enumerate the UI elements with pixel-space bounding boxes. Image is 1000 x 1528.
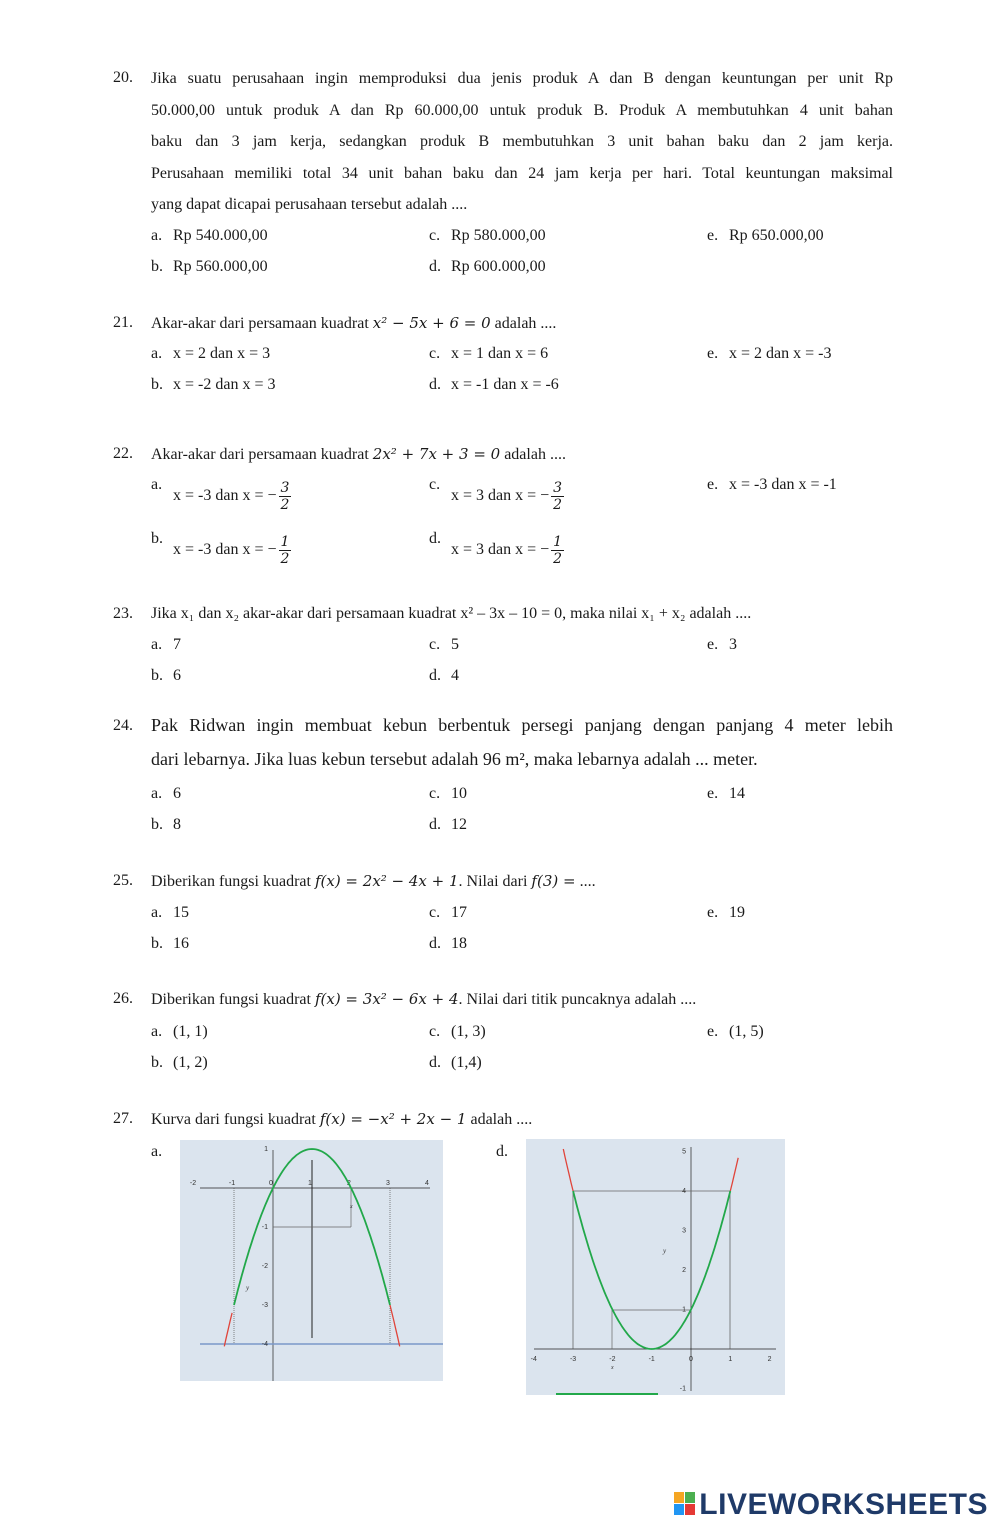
question-text-line: yang dapat dicapai perusahaan tersebut adalah ....: [151, 196, 468, 213]
equation: f(3) =: [531, 872, 576, 890]
y-tick-label: 1: [682, 1306, 686, 1314]
option-d[interactable]: d. x = -1 dan x = -6: [429, 376, 559, 393]
x-tick-label: 4: [425, 1180, 429, 1187]
question-number: 25.: [113, 872, 133, 889]
option-d[interactable]: d. 12: [429, 816, 467, 833]
question-text-line: Pak Ridwan ingin membuat kebun berbentuk persegi panjang dengan panjang 4 meter lebih: [151, 715, 893, 735]
option-d[interactable]: d. 18: [429, 935, 467, 952]
option-text: 15: [173, 904, 189, 921]
x-tick-label: -3: [569, 1356, 577, 1363]
question-text-line: 50.000,00 untuk produk A dan Rp 60.000,00 untuk produk B. Produk A membutuhkan 4 unit bahan: [151, 102, 893, 119]
fraction: $\frac{3}{2}$: [553, 480, 563, 513]
y-tick-label: -3: [261, 1302, 268, 1309]
option-text: Rp 580.000,00: [451, 227, 546, 244]
option-e[interactable]: e. x = 2 dan x = -3: [707, 345, 832, 362]
x-tick-label: 1: [308, 1180, 312, 1187]
question-text: [151, 990, 696, 1009]
question-text-pre: Akar-akar dari persamaan kuadrat: [151, 446, 369, 463]
option-e[interactable]: e. Rp 650.000,00: [707, 227, 824, 244]
option-text: Rp 600.000,00: [451, 258, 546, 275]
x-axis-label: x: [611, 1365, 614, 1371]
question-number: 21.: [113, 314, 133, 331]
option-text: x = 2 dan x = -3: [729, 345, 832, 362]
question-text-post: adalah ....: [504, 446, 566, 463]
option-text: x = 2 dan x = 3: [173, 345, 271, 362]
option-text: x = -1 dan x = -6: [451, 376, 559, 393]
y-tick-label: -1: [261, 1224, 268, 1231]
option-text: (1, 3): [451, 1023, 486, 1040]
question-text-line: Perusahaan memiliki total 34 unit bahan baku dan 24 jam kerja per hari. Total keuntungan maksimal: [151, 165, 893, 182]
question-text-line: baku dan 3 jam kerja, sedangkan produk B membutuhkan 3 unit bahan baku dan 2 jam kerja.: [151, 133, 893, 150]
option-text: 10: [451, 785, 467, 802]
question-text-post: . Nilai dari titik puncaknya adalah ....: [458, 991, 697, 1008]
question-text-post: ....: [579, 873, 596, 890]
x-tick-label: -1: [648, 1356, 655, 1363]
option-text: 8: [173, 816, 181, 833]
question-number: 23.: [113, 605, 133, 622]
x-tick-label: 2: [347, 1180, 351, 1187]
question-text-line: Jika suatu perusahaan ingin memproduksi dua jenis produk A dan B dengan keuntungan per unit Rp: [151, 70, 893, 87]
graph-option-a[interactable]: [180, 1140, 443, 1381]
equation: f(x) = −x² + 2x − 1: [319, 1110, 467, 1128]
option-b[interactable]: b.x = -3 dan x = − $\frac{1}{2}$: [151, 530, 290, 567]
option-text: Rp 560.000,00: [173, 258, 268, 275]
question-text-post: adalah ....: [494, 315, 557, 332]
option-a[interactable]: a. 7: [151, 636, 181, 653]
x-tick-label: 2: [767, 1356, 772, 1363]
question-text: Jika x₁ dan x₂ akar-akar dari persamaan kuadrat x² – 3x – 10 = 0, maka nilai x₁ + x₂ adalah ....: [151, 605, 752, 622]
liveworksheets-logo: [674, 1488, 988, 1522]
option-b[interactable]: b. 8: [151, 816, 181, 833]
option-text: (1, 1): [173, 1023, 208, 1040]
option-text: x = 3 dan x = −: [451, 487, 550, 505]
option-text: x = 1 dan x = 6: [451, 345, 549, 362]
option-c[interactable]: c.x = 3 dan x = − $\frac{3}{2}$: [429, 476, 563, 513]
option-text: (1,4): [451, 1054, 482, 1071]
question-text: [151, 445, 566, 464]
y-tick-label: 3: [682, 1227, 686, 1235]
x-tick-label: 3: [386, 1180, 390, 1187]
question-number: 27.: [113, 1110, 133, 1127]
option-c[interactable]: c. 5: [429, 636, 459, 653]
option-c[interactable]: c. 10: [429, 785, 467, 802]
option-text: 5: [451, 636, 459, 653]
logo-icon: [674, 1492, 696, 1516]
x-tick-label: -1: [228, 1180, 236, 1187]
option-text: 6: [173, 667, 181, 684]
x-tick-label: -4: [530, 1356, 537, 1363]
option-text: x = -3 dan x = −: [173, 487, 277, 505]
brand-name: LIVEWORKSHEETS: [699, 1488, 988, 1521]
fraction: $\frac{1}{2}$: [553, 534, 563, 567]
question-text-pre: Diberikan fungsi kuadrat: [151, 873, 311, 890]
x-tick-label: -2: [609, 1356, 616, 1363]
option-d[interactable]: d. Rp 600.000,00: [429, 258, 546, 275]
y-tick-label: 1: [264, 1146, 268, 1153]
option-text: 16: [173, 935, 189, 952]
option-text: Rp 650.000,00: [729, 227, 824, 244]
option-b[interactable]: b. 6: [151, 667, 181, 684]
question-text-pre: Diberikan fungsi kuadrat: [151, 991, 311, 1008]
option-text: 17: [451, 904, 467, 921]
option-d[interactable]: d. 4: [429, 667, 459, 684]
question-number: 24.: [113, 717, 133, 734]
option-text: 4: [451, 667, 459, 684]
option-b[interactable]: b. x = -2 dan x = 3: [151, 376, 276, 393]
question-text-line: dari lebarnya. Jika luas kebun tersebut adalah 96 m², maka lebarnya adalah ... meter.: [151, 749, 758, 769]
graph-option-d[interactable]: [526, 1139, 785, 1395]
y-axis-label: y: [663, 1247, 667, 1255]
option-text: 14: [729, 785, 745, 802]
option-text: 18: [451, 935, 467, 952]
y-tick-label: -4: [261, 1341, 268, 1348]
option-d[interactable]: d. (1,4): [429, 1054, 482, 1071]
question-text-pre: Akar-akar dari persamaan kuadrat: [151, 315, 369, 332]
option-a[interactable]: a. Rp 540.000,00: [151, 227, 268, 244]
option-text: (1, 5): [729, 1023, 764, 1040]
option-b[interactable]: b. (1, 2): [151, 1054, 208, 1071]
fraction: $\frac{3}{2}$: [280, 480, 290, 513]
y-tick-label: 4: [682, 1188, 686, 1195]
question-text-mid: . Nilai dari: [458, 873, 528, 890]
option-text: 12: [451, 816, 467, 833]
option-b[interactable]: b. 16: [151, 935, 189, 952]
y-tick-label: -1: [679, 1385, 686, 1393]
question-number: 20.: [113, 69, 133, 86]
x-tick-label: 1: [728, 1356, 733, 1363]
option-text: 19: [729, 904, 745, 921]
option-a[interactable]: a. x = 2 dan x = 3: [151, 345, 271, 362]
question-text: [151, 1110, 532, 1129]
option-text: x = -3 dan x = −: [173, 541, 277, 559]
option-c[interactable]: c. x = 1 dan x = 6: [429, 345, 549, 362]
option-text: 3: [729, 636, 737, 653]
x-tick-label: 0: [269, 1180, 273, 1187]
option-e[interactable]: e. 14: [707, 785, 745, 802]
x-axis-label: x: [350, 1204, 353, 1210]
option-e[interactable]: e. 19: [707, 904, 745, 921]
option-c[interactable]: c. Rp 580.000,00: [429, 227, 546, 244]
equation: x² − 5x + 6 = 0: [372, 314, 491, 332]
x-tick-label: 0: [689, 1356, 693, 1363]
y-axis-label: y: [246, 1284, 250, 1292]
option-text: x = -3 dan x = -1: [729, 476, 837, 493]
option-c[interactable]: c. 17: [429, 904, 467, 921]
option-a-label[interactable]: a.: [151, 1143, 163, 1160]
equation: 2x² + 7x + 3 = 0: [372, 445, 501, 463]
option-text: (1, 2): [173, 1054, 208, 1071]
option-a[interactable]: a.x = -3 dan x = − $\frac{3}{2}$: [151, 476, 290, 513]
option-a[interactable]: a. 15: [151, 904, 189, 921]
question-text: [151, 872, 596, 891]
question-text-post: adalah ....: [470, 1111, 533, 1128]
option-e[interactable]: e. x = -3 dan x = -1: [707, 476, 837, 493]
y-tick-label: 2: [682, 1267, 686, 1274]
option-d-label[interactable]: d.: [496, 1143, 508, 1160]
option-text: x = -2 dan x = 3: [173, 376, 276, 393]
question-text: [151, 314, 556, 333]
option-text: 7: [173, 636, 181, 653]
y-tick-label: -2: [261, 1263, 268, 1270]
option-text: Rp 540.000,00: [173, 227, 268, 244]
fraction: $\frac{1}{2}$: [280, 534, 290, 567]
equation: f(x) = 3x² − 6x + 4: [314, 990, 459, 1008]
y-tick-label: 5: [682, 1148, 686, 1156]
equation: f(x) = 2x² − 4x + 1: [314, 872, 459, 890]
option-c[interactable]: c. (1, 3): [429, 1023, 486, 1040]
question-text-pre: Kurva dari fungsi kuadrat: [151, 1111, 316, 1128]
question-number: 22.: [113, 445, 133, 462]
option-a[interactable]: a. 6: [151, 785, 181, 802]
option-text: 6: [173, 785, 181, 802]
option-text: x = 3 dan x = −: [451, 541, 550, 559]
x-tick-label: -2: [189, 1180, 197, 1187]
option-a[interactable]: a. (1, 1): [151, 1023, 208, 1040]
option-e[interactable]: e. (1, 5): [707, 1023, 764, 1040]
question-number: 26.: [113, 990, 133, 1007]
option-b[interactable]: b. Rp 560.000,00: [151, 258, 268, 275]
option-d[interactable]: d.x = 3 dan x = − $\frac{1}{2}$: [429, 530, 563, 567]
option-e[interactable]: e. 3: [707, 636, 737, 653]
